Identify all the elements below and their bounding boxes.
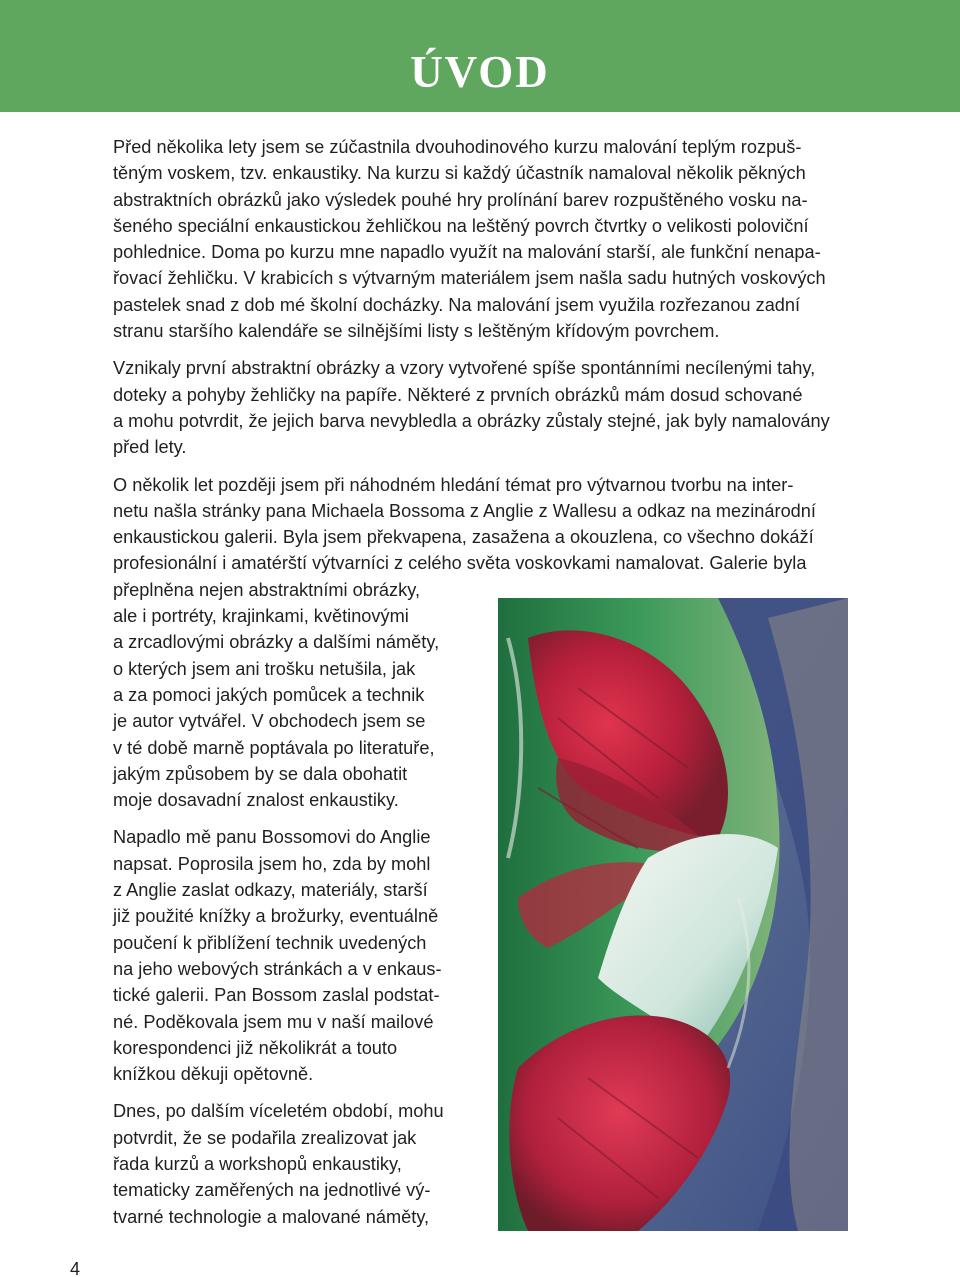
text-line: korespondenci již několikrát a touto [113,1037,398,1058]
text-line: moje dosavadní znalost enkaustiky. [113,790,399,811]
text-line: ale i portréty, krajinkami, květinovými [113,606,409,627]
encaustic-painting-image [498,598,848,1231]
text-line: doteky a pohyby žehličky na papíře. Některé z prvních obrázků mám dosud schované [113,384,803,405]
chapter-header [0,0,960,112]
encaustic-painting-illustration [498,598,848,1231]
text-line: jakým způsobem by se dala obohatit [113,763,408,784]
text-line: né. Poděkovala jsem mu v naší mailové [113,1011,434,1032]
text-line: je autor vytvářel. V obchodech jsem se [113,711,426,732]
text-line: a mohu potvrdit, že jejich barva nevybledla a obrázky zůstaly stejné, jak byly namalovány [113,410,830,431]
text-line: napsat. Poprosila jsem ho, zda by mohl [113,853,431,874]
text-line: Vznikaly první abstraktní obrázky a vzory vytvořené spíše spontánními necílenými tahy, [113,358,816,379]
text-line: přeplněna nejen abstraktními obrázky, [113,579,421,600]
text-line: z Anglie zaslat odkazy, materiály, starší [113,880,428,901]
text-line: netu našla stránky pana Michaela Bossoma z Anglie z Wallesu a odkaz na mezinárodní [113,500,816,521]
text-line: již použité knížky a brožurky, eventuálně [113,906,439,927]
text-line: v té době marně poptávala po literatuře, [113,737,435,758]
text-line: profesionální i amatérští výtvarníci z celého světa voskovkami namalovat. Galerie byla [113,553,807,574]
text-line: potvrdit, že se podařila zrealizovat jak [113,1127,417,1148]
text-line: před lety. [113,437,187,458]
text-line: šeného speciální enkaustickou žehličkou na leštěný povrch čtvrtky o velikosti poloviční [113,215,809,236]
text-line: těným voskem, tzv. enkaustiky. Na kurzu si každý účastník namaloval několik pěkných [113,163,806,184]
text-line: řovací žehličku. V krabicích s výtvarným materiálem jsem našla sadu hutných voskových [113,268,826,289]
text-line: poučení k přiblížení technik uvedených [113,932,427,953]
text-line: tické galerii. Pan Bossom zaslal podstat- [113,985,440,1006]
page-number: 4 [70,1259,81,1277]
text-line: abstraktních obrázků jako výsledek pouhé hry prolínání barev rozpuštěného vosku na- [113,189,808,210]
text-line: enkaustickou galerii. Byla jsem překvapena, zasažena a okouzlena, co všechno dokáží [113,527,814,548]
text-line: pastelek snad z dob mé školní docházky. Na malování jsem využila rozřezanou zadní [113,294,801,315]
text-line: Před několika lety jsem se zúčastnila dvouhodinového kurzu malování teplým rozpuš- [113,137,802,157]
paragraph-1 [113,134,851,344]
chapter-title: ÚVOD [410,47,550,97]
text-line: Dnes, po dalším víceletém období, mohu [113,1101,444,1122]
text-line: Napadlo mě panu Bossomovi do Anglie [113,827,431,848]
text-line: a za pomoci jakých pomůcek a technik [113,684,425,705]
text-line: stranu staršího kalendáře se silnějšími listy s leštěným křídovým povrchem. [113,321,720,342]
text-line: a zrcadlovými obrázky a dalšími náměty, [113,632,440,653]
text-line: tvarné technologie a malované náměty, [113,1206,430,1227]
text-line: tematicky zaměřených na jednotlivé vý- [113,1180,431,1201]
text-line: knížkou děkuji opětovně. [113,1064,314,1085]
text-line: o kterých jsem ani trošku netušila, jak [113,658,416,679]
text-line: O několik let později jsem při náhodném hledání témat pro výtvarnou tvorbu na inter- [113,474,794,495]
text-line: pohlednice. Doma po kurzu mne napadlo využít na malování starší, ale funkční nenapa- [113,242,821,263]
text-line: řada kurzů a workshopů enkaustiky, [113,1153,402,1174]
text-line: na jeho webových stránkách a v enkaus- [113,958,442,979]
paragraph-2 [113,355,851,460]
